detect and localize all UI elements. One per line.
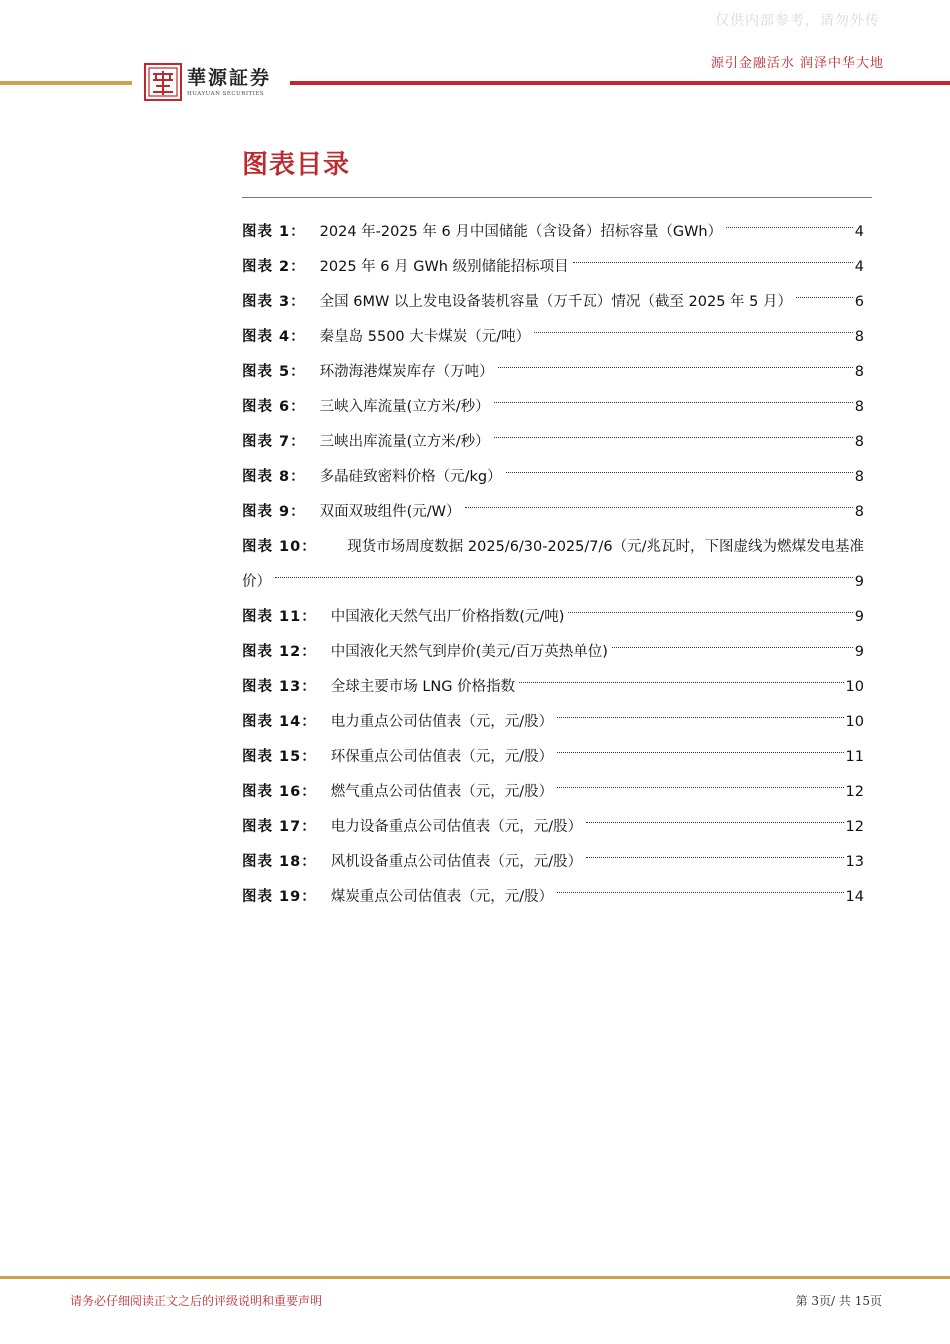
toc-entry[interactable] <box>242 530 864 565</box>
toc-entry[interactable] <box>242 635 864 670</box>
logo-chinese-name: 華源証券 <box>187 67 272 89</box>
toc-entry-label: 图表 11： <box>242 609 317 625</box>
toc-entry-page: 8 <box>854 434 864 450</box>
toc-entry[interactable] <box>242 740 864 775</box>
toc-entry-page: 8 <box>854 364 864 380</box>
toc-entry[interactable] <box>242 705 864 740</box>
toc-entry[interactable] <box>242 460 864 495</box>
toc-entry-page: 8 <box>854 504 864 520</box>
toc-entry-title: 全球主要市场 LNG 价格指数 <box>330 679 516 695</box>
toc-entry-page: 11 <box>845 749 864 765</box>
toc-entry-title: 双面双玻组件(元/W） <box>319 504 461 520</box>
toc-entry[interactable] <box>242 320 864 355</box>
toc-leader-dots <box>586 857 843 858</box>
toc-entry-title: 秦皇岛 5500 大卡煤炭（元/吨） <box>319 329 531 345</box>
footer-divider <box>0 1276 950 1279</box>
toc-entry-title: 2024 年-2025 年 6 月中国储能（含设备）招标容量（GWh） <box>319 224 723 240</box>
header-gold-rule <box>0 81 132 85</box>
toc-entry-title-continued: 价） <box>242 574 271 590</box>
toc-entry-label: 图表 5： <box>242 364 306 380</box>
toc-entry-label: 图表 2： <box>242 259 306 275</box>
toc-entry-title: 中国液化天然气到岸价(美元/百万英热单位) <box>330 644 608 660</box>
toc-entry-label: 图表 19： <box>242 889 317 905</box>
toc-entry-label: 图表 4： <box>242 329 306 345</box>
toc-entry-title: 中国液化天然气出厂价格指数(元/吨) <box>330 609 565 625</box>
toc-entry-title: 电力重点公司估值表（元，元/股） <box>330 714 554 730</box>
toc-leader-dots <box>557 892 843 893</box>
header-red-rule <box>290 81 950 85</box>
toc-entry-label: 图表 13： <box>242 679 317 695</box>
toc-entry-page: 10 <box>845 714 864 730</box>
toc-entry-page: 9 <box>854 574 864 590</box>
footer-disclaimer: 请务必仔细阅读正文之后的评级说明和重要声明 <box>70 1294 323 1308</box>
toc-entry-continuation[interactable] <box>242 565 864 600</box>
toc-entry-title: 多晶硅致密料价格（元/kg） <box>319 469 502 485</box>
toc-entry[interactable] <box>242 250 864 285</box>
toc-leader-dots <box>494 437 853 438</box>
toc-entry-label: 图表 6： <box>242 399 306 415</box>
toc-entry-page: 8 <box>854 399 864 415</box>
toc-entry-title: 三峡入库流量(立方米/秒） <box>319 399 490 415</box>
toc-entry-label: 图表 17： <box>242 819 317 835</box>
toc-leader-dots <box>586 822 843 823</box>
toc-entry[interactable] <box>242 425 864 460</box>
toc-entry-page: 9 <box>854 644 864 660</box>
toc-entry-page: 14 <box>845 889 864 905</box>
toc-leader-dots <box>557 752 843 753</box>
toc-entry-page: 13 <box>845 854 864 870</box>
toc-entry-title: 煤炭重点公司估值表（元，元/股） <box>330 889 554 905</box>
seal-logo-icon <box>144 63 182 101</box>
toc-entry-label: 图表 7： <box>242 434 306 450</box>
toc-leader-dots <box>726 227 853 228</box>
toc-entry[interactable] <box>242 285 864 320</box>
toc-leader-dots <box>275 577 853 578</box>
toc-leader-dots <box>498 367 853 368</box>
toc-entry-page: 12 <box>845 819 864 835</box>
toc-entry-title: 现货市场周度数据 2025/6/30-2025/7/6（元/兆瓦时，下图虚线为燃煤发电基准 <box>347 539 864 555</box>
toc-entry-label: 图表 8： <box>242 469 306 485</box>
toc-leader-dots <box>465 507 853 508</box>
toc-leader-dots <box>612 647 853 648</box>
footer-page-number: 第 3页/ 共 15页 <box>795 1294 882 1308</box>
toc-divider <box>242 197 872 198</box>
toc-entry-title: 2025 年 6 月 GWh 级别储能招标项目 <box>319 259 569 275</box>
toc-entry-label: 图表 9： <box>242 504 306 520</box>
toc-entry-label: 图表 16： <box>242 784 317 800</box>
toc-leader-dots <box>534 332 853 333</box>
toc-entry-page: 9 <box>854 609 864 625</box>
toc-leader-dots <box>557 787 843 788</box>
toc-leader-dots <box>557 717 843 718</box>
watermark-text: 仅供内部参考，请勿外传 <box>715 13 880 29</box>
company-logo <box>144 62 284 102</box>
header-slogan: 源引金融活水 润泽中华大地 <box>710 56 884 71</box>
toc-entry-page: 4 <box>854 259 864 275</box>
toc-entry[interactable] <box>242 390 864 425</box>
toc-leader-dots <box>796 297 853 298</box>
toc-entry-title: 燃气重点公司估值表（元，元/股） <box>330 784 554 800</box>
toc-entry[interactable] <box>242 600 864 635</box>
toc-entry-label: 图表 3： <box>242 294 306 310</box>
toc-entry[interactable] <box>242 775 864 810</box>
toc-leader-dots <box>519 682 843 683</box>
toc-entry-page: 4 <box>854 224 864 240</box>
toc-entry-title: 风机设备重点公司估值表（元，元/股） <box>330 854 583 870</box>
toc-entry-page: 10 <box>845 679 864 695</box>
toc-entry-title: 电力设备重点公司估值表（元，元/股） <box>330 819 583 835</box>
toc-entry-label: 图表 1： <box>242 224 306 240</box>
toc-entry-page: 6 <box>854 294 864 310</box>
toc-entry[interactable] <box>242 495 864 530</box>
toc-title: 图表目录 <box>242 150 351 180</box>
toc-entry[interactable] <box>242 880 864 915</box>
toc-leader-dots <box>568 612 852 613</box>
toc-entry[interactable] <box>242 845 864 880</box>
toc-entry-title: 三峡出库流量(立方米/秒） <box>319 434 490 450</box>
toc-entry[interactable] <box>242 810 864 845</box>
toc-leader-dots <box>506 472 853 473</box>
logo-english-name: HUAYUAN SECURITIES <box>187 91 265 97</box>
toc-entry-label: 图表 18： <box>242 854 317 870</box>
toc-entry-page: 12 <box>845 784 864 800</box>
toc-list <box>242 215 864 915</box>
toc-entry-title: 环渤海港煤炭库存（万吨） <box>319 364 494 380</box>
toc-entry-page: 8 <box>854 469 864 485</box>
toc-entry-title: 环保重点公司估值表（元，元/股） <box>330 749 554 765</box>
toc-entry-label: 图表 14： <box>242 714 317 730</box>
toc-entry[interactable] <box>242 215 864 250</box>
toc-entry-page: 8 <box>854 329 864 345</box>
toc-entry[interactable] <box>242 355 864 390</box>
toc-entry-title: 全国 6MW 以上发电设备装机容量（万千瓦）情况（截至 2025 年 5 月） <box>319 294 792 310</box>
toc-entry-label: 图表 10： <box>242 539 317 555</box>
toc-entry-label: 图表 12： <box>242 644 317 660</box>
toc-leader-dots <box>573 262 853 263</box>
toc-entry-label: 图表 15： <box>242 749 317 765</box>
toc-leader-dots <box>494 402 853 403</box>
toc-entry[interactable] <box>242 670 864 705</box>
